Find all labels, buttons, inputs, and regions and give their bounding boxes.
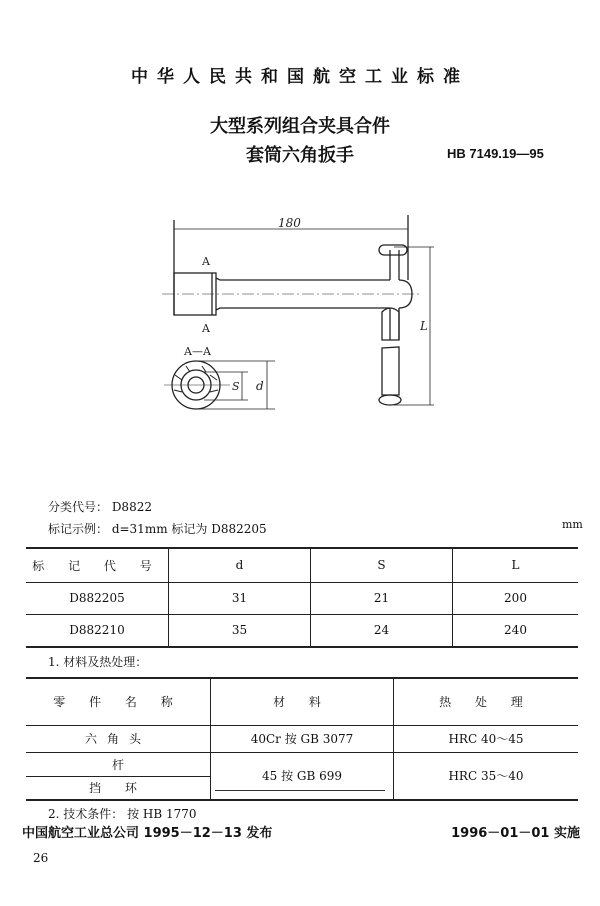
cell: D882205: [26, 582, 169, 614]
cell: 35: [169, 614, 311, 647]
header-cell: d: [169, 548, 311, 582]
dim-d: d: [256, 379, 264, 393]
cell: 24: [311, 614, 453, 647]
header-cell: 标 记 代 号: [26, 548, 169, 582]
cell: HRC 35～40: [394, 752, 579, 800]
material-table: [26, 677, 578, 801]
header-cell: 零 件 名 称: [26, 678, 211, 725]
title-line-1: 大型系列组合夹具合件: [210, 116, 390, 137]
table-row: [26, 752, 578, 776]
section-label: A—A: [184, 345, 211, 358]
cell: D882210: [26, 614, 169, 647]
dim-s: S: [232, 380, 240, 393]
cell: 200: [453, 582, 579, 614]
header-cell: L: [453, 548, 579, 582]
effective-date: 1996－01－01 实施: [451, 826, 580, 841]
cell: 31: [169, 582, 311, 614]
dim-length: 180: [278, 216, 301, 230]
cell: 40Cr 按 GB 3077: [211, 725, 394, 752]
section-mark-top: A: [202, 255, 210, 268]
classification-code: 分类代号： D8822: [48, 500, 152, 514]
issuer: 中国航空工业总公司 1995－12－13 发布: [22, 826, 273, 841]
technical-drawing: [150, 200, 450, 420]
table-row: [26, 582, 578, 614]
dim-L: L: [420, 319, 428, 333]
cell: 六角头: [26, 725, 211, 752]
section-2-text: 2. 技术条件： 按 HB 1770: [48, 807, 197, 821]
header-cell: 热 处 理: [394, 678, 579, 725]
standard-code: HB 7149.19—95: [447, 146, 544, 161]
cell: 45 按 GB 699: [211, 752, 394, 800]
header-cell: S: [311, 548, 453, 582]
table-row: [26, 614, 578, 647]
header-cell: 材 料: [211, 678, 394, 725]
title-line-2: 套筒六角扳手: [246, 145, 354, 166]
table-row: [26, 725, 578, 752]
cell: 21: [311, 582, 453, 614]
unit-label: mm: [562, 518, 583, 531]
cell: HRC 40～45: [394, 725, 579, 752]
section-1-title: 1. 材料及热处理：: [48, 655, 148, 669]
cell: 杆: [26, 752, 211, 776]
section-mark-bottom: A: [202, 322, 210, 335]
cell: 挡 环: [26, 776, 211, 800]
organization-header: 中华人民共和国航空工业标准: [131, 67, 469, 87]
divider: [215, 790, 385, 791]
dimension-table: [26, 547, 578, 648]
marking-example: 标记示例： d=31mm 标记为 D882205: [48, 522, 267, 536]
cell: 240: [453, 614, 579, 647]
page-number: 26: [33, 851, 49, 865]
